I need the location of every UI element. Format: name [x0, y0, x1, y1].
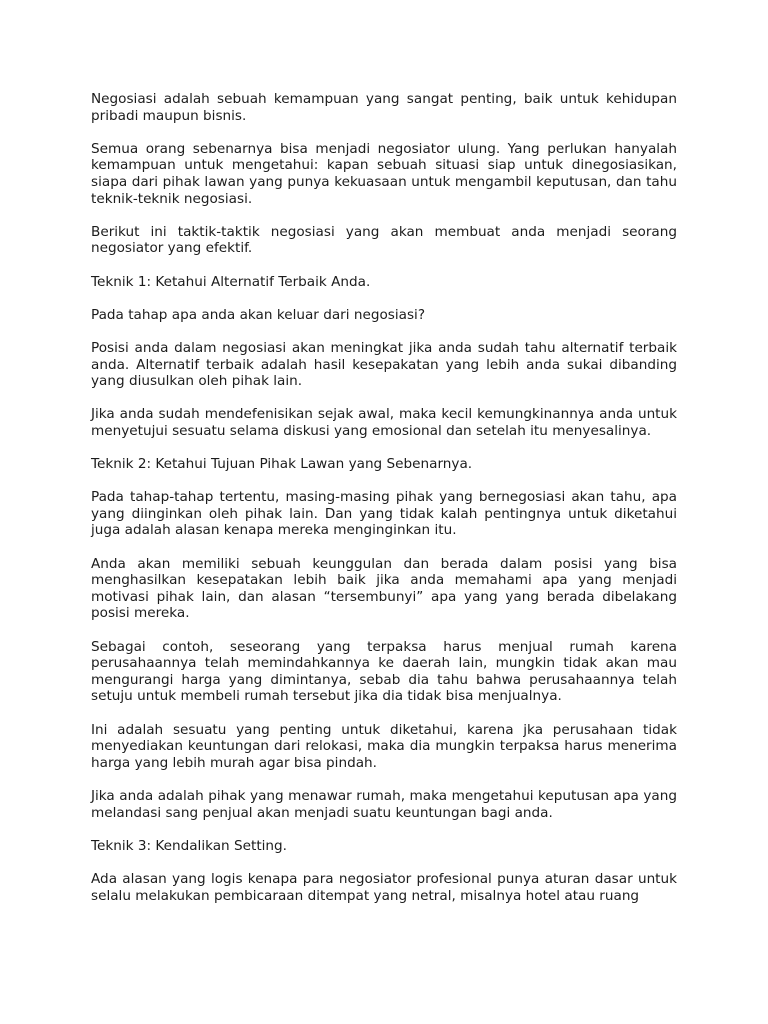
document-body	[91, 91, 677, 921]
paragraph-advantage: Anda akan memiliki sebuah keunggulan dan berada dalam posisi yang bisa menghasilkan kesepatakan lebih baik jika anda memahami apa yang menjadi motivasi pihak lain, dan alasan “tersembunyi” apa yang yang berada dibelakang posisi mereka.	[91, 555, 677, 622]
paragraph-example: Sebagai contoh, seseorang yang terpaksa harus menjual rumah karena perusahaannya telah memindahkannya ke daerah lain, mungkin tidak akan mau mengurangi harga yang dimintanya, sebab dia tahu bahwa perusahaannya telah setuju untuk membeli rumah tersebut jika dia tidak bisa menjualnya.	[91, 638, 677, 705]
paragraph-intro: Negosiasi adalah sebuah kemampuan yang sangat penting, baik untuk kehidupan pribadi maupun bisnis.	[91, 91, 677, 124]
paragraph-question: Pada tahap apa anda akan keluar dari negosiasi?	[91, 306, 426, 323]
paragraph-important: Ini adalah sesuatu yang penting untuk diketahui, karena jka perusahaan tidak menyediakan keuntungan dari relokasi, maka dia mungkin terpaksa harus menerima harga yang lebih murah agar bisa pindah.	[91, 721, 677, 771]
paragraph-negotiator: Semua orang sebenarnya bisa menjadi negosiator ulung. Yang perlukan hanyalah kemampuan untuk mengetahui: kapan sebuah situasi siap untuk dinegosiasikan, siapa dari pihak lawan yang punya kekuasaan untuk mengambil keputusan, dan tahu teknik-teknik negosiasi.	[91, 140, 677, 207]
heading-teknik-1: Teknik 1: Ketahui Alternatif Terbaik Anda.	[91, 273, 371, 290]
paragraph-alternative: Posisi anda dalam negosiasi akan meningkat jika anda sudah tahu alternatif terbaik anda. Alternatif terbaik adalah hasil kesepakatan yang lebih anda sukai dibanding yang diusulkan oleh pihak lain.	[91, 339, 677, 390]
paragraph-buyer: Jika anda adalah pihak yang menawar rumah, maka mengetahui keputusan apa yang melandasi sang penjual akan menjadi suatu keuntungan bagi anda.	[91, 787, 677, 821]
paragraph-tactics-intro: Berikut ini taktik-taktik negosiasi yang akan membuat anda menjadi seorang negosiator yang efektif.	[91, 223, 677, 257]
paragraph-stages: Pada tahap-tahap tertentu, masing-masing pihak yang bernegosiasi akan tahu, apa yang diinginkan oleh pihak lain. Dan yang tidak kalah pentingnya untuk diketahui juga adalah alasan kenapa mereka menginginkan itu.	[91, 489, 677, 539]
heading-teknik-3: Teknik 3: Kendalikan Setting.	[91, 837, 287, 854]
heading-teknik-2: Teknik 2: Ketahui Tujuan Pihak Lawan yang Sebenarnya.	[91, 456, 473, 473]
paragraph-setting: Ada alasan yang logis kenapa para negosiator profesional punya aturan dasar untuk selalu melakukan pembicaraan ditempat yang netral, misalnya hotel atau ruang	[91, 870, 677, 904]
paragraph-define-early: Jika anda sudah mendefenisikan sejak awal, maka kecil kemungkinannya anda untuk menyetujui sesuatu selama diskusi yang emosional dan setelah itu menyesalinya.	[91, 406, 677, 439]
